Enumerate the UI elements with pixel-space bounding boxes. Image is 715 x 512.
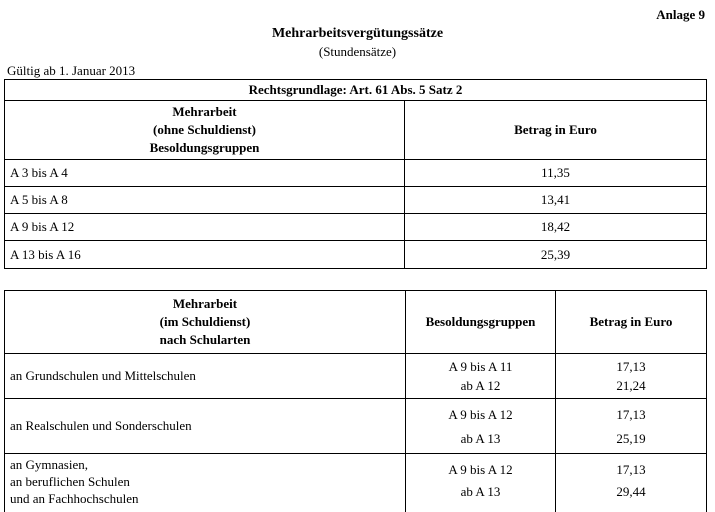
table2-header-mid: Besoldungsgruppen [406, 291, 556, 354]
table1-group-cell: A 5 bis A 8 [5, 187, 405, 214]
table1-amount-cell: 11,35 [405, 160, 706, 187]
amount-line: 29,44 [616, 484, 646, 499]
table2-groups-cell [406, 399, 556, 454]
table2-groups-cell [406, 454, 556, 512]
school-line: an Grundschulen und Mittelschulen [10, 368, 196, 383]
table1-amount-cell: 13,41 [405, 187, 706, 214]
table-school-service [4, 290, 707, 512]
group-line: ab A 13 [460, 484, 501, 499]
header-line: nach Schularten [159, 332, 251, 347]
header-line: Besoldungsgruppen [149, 140, 260, 155]
table2-school-cell [5, 454, 406, 512]
legal-basis-header: Rechtsgrundlage: Art. 61 Abs. 5 Satz 2 [5, 80, 706, 101]
school-line: und an Fachhochschulen [10, 491, 139, 506]
table1-amount-cell: 25,39 [540, 246, 571, 262]
header-line: Mehrarbeit [172, 104, 237, 119]
amount-line: 21,24 [616, 378, 646, 393]
table2-groups-cell [406, 354, 556, 399]
valid-from-text: Gültig ab 1. Januar 2013 [7, 63, 136, 78]
annex-label: Anlage 9 [656, 7, 705, 22]
page-subtitle: (Stundensätze) [318, 44, 397, 59]
amount-line: 17,13 [616, 359, 646, 374]
header-line: (im Schuldienst) [159, 314, 251, 329]
table1-group-cell: A 13 bis A 16 [5, 241, 405, 268]
group-line: A 9 bis A 12 [448, 462, 513, 477]
amount-line: 17,13 [616, 462, 646, 477]
table2-header-left [5, 291, 406, 354]
table2-amounts-cell [556, 354, 706, 399]
table1-group-cell: A 3 bis A 4 [5, 160, 405, 187]
table-outside-school [4, 79, 707, 269]
table2-school-cell [5, 354, 406, 399]
page-title: Mehrarbeitsvergütungssätze [271, 26, 444, 41]
group-line: A 9 bis A 11 [448, 359, 513, 374]
table2-school-cell [5, 399, 406, 454]
table2-header-right: Betrag in Euro [556, 291, 706, 354]
table2-amounts-cell [556, 454, 706, 512]
header-line: (ohne Schuldienst) [153, 122, 256, 137]
amount-line: 25,19 [616, 431, 646, 446]
amount-line: 17,13 [616, 407, 646, 422]
table1-group-cell: A 9 bis A 12 [5, 214, 405, 241]
school-line: an Realschulen und Sonderschulen [10, 418, 192, 433]
group-line: A 9 bis A 12 [448, 407, 513, 422]
group-line: ab A 12 [460, 378, 501, 393]
school-line: an beruflichen Schulen [10, 474, 130, 489]
table1-header-right: Betrag in Euro [405, 101, 706, 160]
school-line: an Gymnasien, [10, 457, 88, 472]
table2-amounts-cell [556, 399, 706, 454]
table1-header-left [5, 101, 405, 160]
header-line: Mehrarbeit [172, 296, 238, 311]
table1-amount-cell: 18,42 [405, 214, 706, 241]
group-line: ab A 13 [460, 431, 501, 446]
